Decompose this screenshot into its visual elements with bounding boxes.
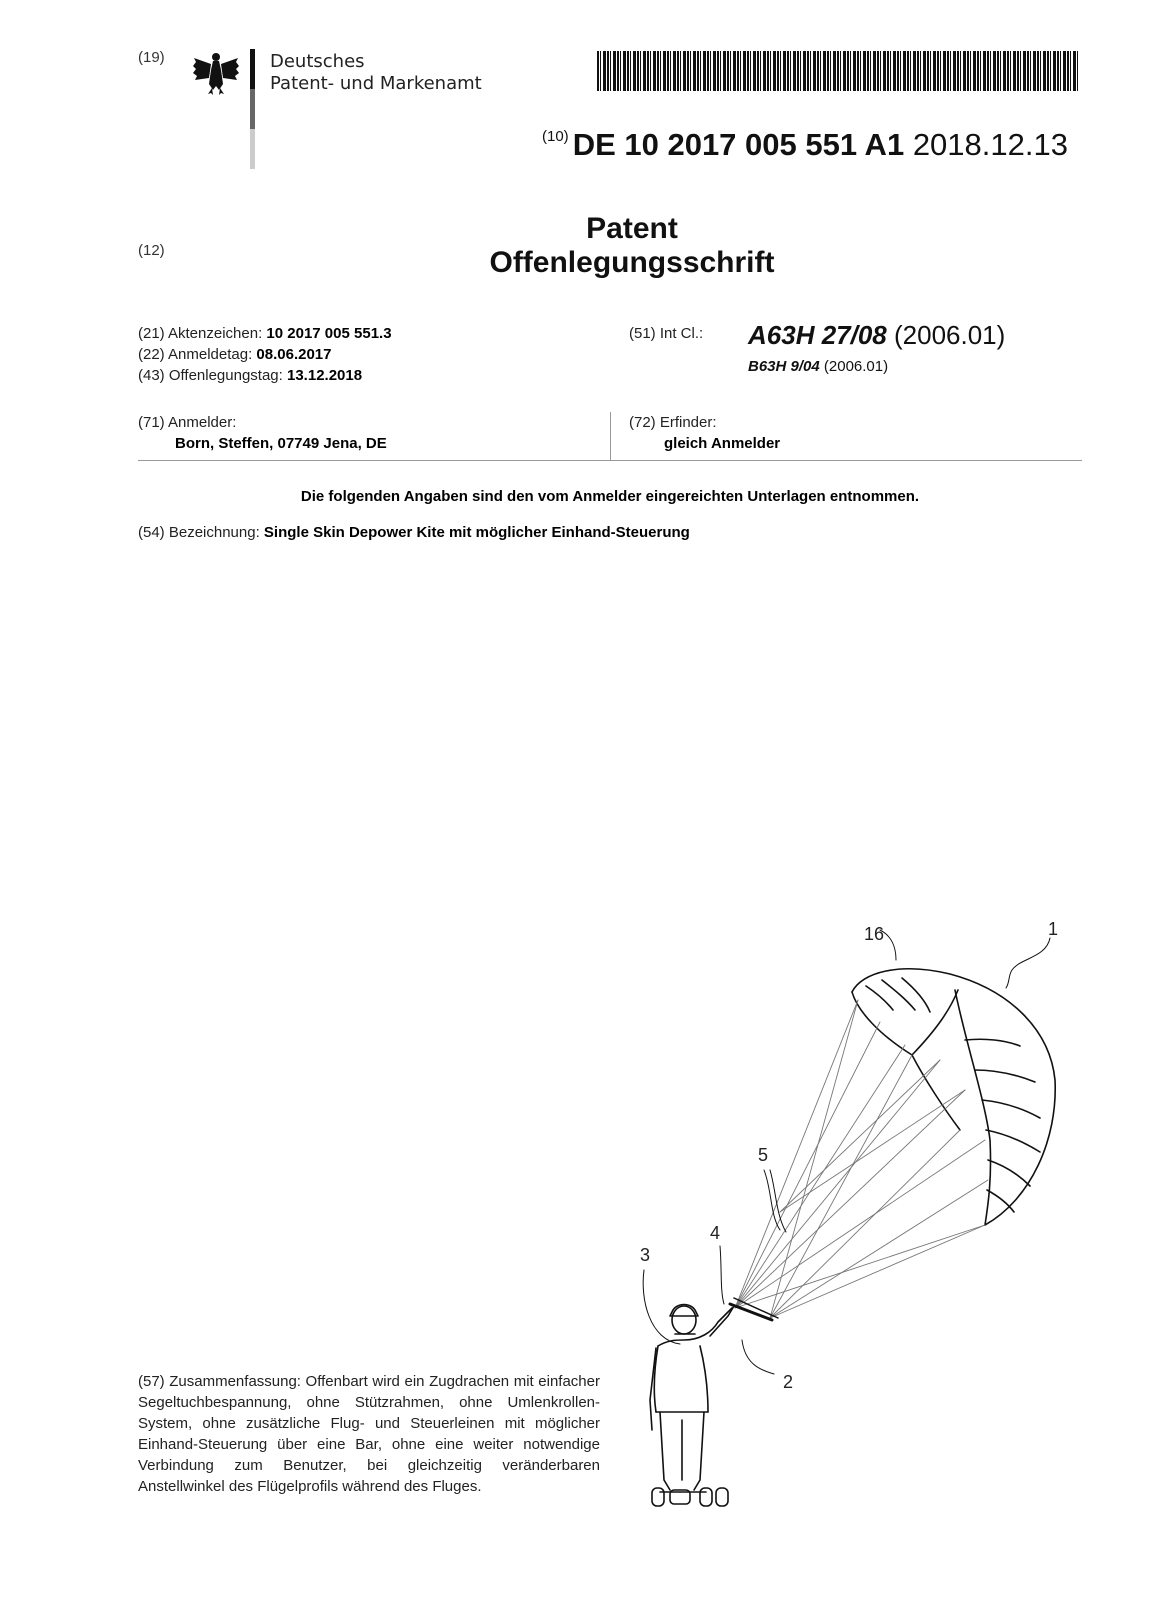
ref-label-5: 5	[758, 1145, 769, 1165]
notice: Die folgenden Angaben sind den vom Anmelder eingereichten Unterlagen entnommen.	[300, 488, 920, 505]
aktenzeichen-label: (21) Aktenzeichen:	[138, 325, 263, 342]
applicant-value: Born, Steffen, 07749 Jena, DE	[175, 435, 387, 452]
ref-label-1: 1	[1048, 919, 1059, 939]
inid-19: (19)	[138, 49, 165, 66]
ref-label-4: 4	[710, 1223, 721, 1243]
title-label: (54) Bezeichnung:	[138, 524, 260, 541]
offenlegungstag-label: (43) Offenlegungstag:	[138, 367, 283, 384]
ipc-main-version: (2006.01)	[894, 320, 1006, 350]
pub-number: DE 10 2017 005 551 A1	[572, 127, 905, 162]
ref-label-16: 16	[864, 924, 885, 944]
abstract: (57) Zusammenfassung: Offenbart wird ein Zugdrachen mit einfacher Segeltuchbespannung, ohne Stützrahmen, ohne Umlenkrollen-System, ohne zusätzliche Flug- und Steuerleinen mit möglicher Einhand-Steuerung über eine Bar, ohne eine weiter notwendige Verbindung zum Benutzer, bei gleichzeitig veränderbaren Anstellwinkel des Flügelprofils während des Fluges.	[138, 1373, 600, 1495]
office-name-line2: Patent- und Markenamt	[270, 73, 482, 94]
pub-date: 2018.12.13	[912, 127, 1068, 162]
applicant-label: (71) Anmelder:	[138, 414, 237, 431]
ipc-main-code: A63H 27/08	[748, 320, 887, 350]
kite-lines	[735, 1000, 988, 1318]
offenlegungstag-value: 13.12.2018	[287, 367, 363, 384]
inventor-value: gleich Anmelder	[664, 435, 781, 452]
inventor-label: (72) Erfinder:	[629, 414, 717, 431]
aktenzeichen-value: 10 2017 005 551.3	[266, 325, 392, 342]
title-value: Single Skin Depower Kite mit möglicher Einhand-Steuerung	[263, 524, 690, 541]
office-name-line1: Deutsches	[270, 51, 365, 72]
doc-type-line1: Patent	[586, 212, 678, 245]
anmeldetag-value: 08.06.2017	[256, 346, 332, 363]
doc-type-line2: Offenlegungsschrift	[489, 246, 775, 279]
reference-leaders	[643, 930, 1050, 1374]
inid-12: (12)	[138, 242, 165, 259]
ref-label-2: 2	[783, 1372, 794, 1392]
inid-10: (10)	[542, 128, 569, 145]
ipc-sub-version: (2006.01)	[823, 358, 889, 375]
rider-figure	[650, 1305, 734, 1507]
kite-canopy	[852, 969, 1055, 1225]
anmeldetag-label: (22) Anmeldetag:	[138, 346, 253, 363]
int-cl-label: (51) Int Cl.:	[629, 325, 704, 342]
ref-label-3: 3	[640, 1245, 651, 1265]
ipc-sub-code: B63H 9/04	[748, 358, 820, 375]
